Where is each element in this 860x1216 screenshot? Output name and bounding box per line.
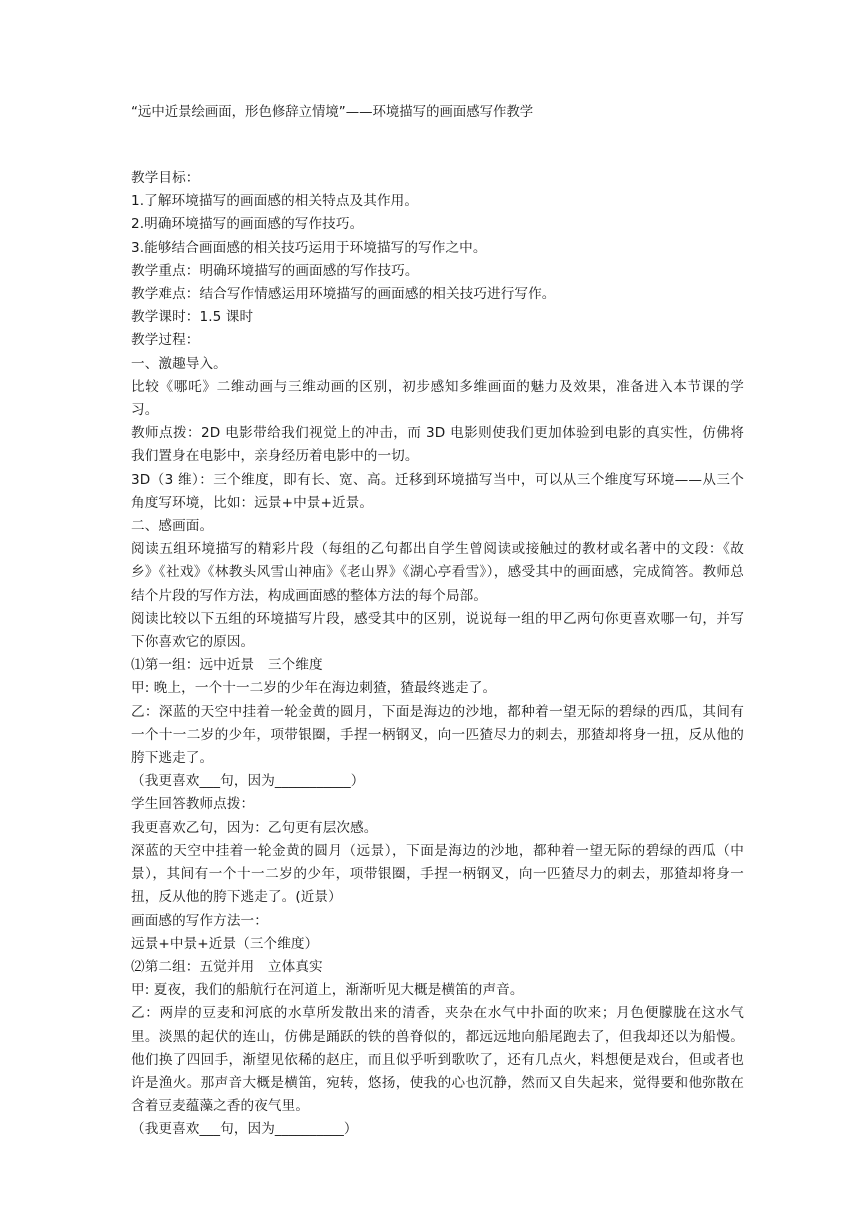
paragraph: ⑵第二组：五觉并用 立体真实 [131,958,323,975]
paragraph: 乙：深蓝的天空中挂着一轮金黄的圆月，下面是海边的沙地，都种着一望无际的碧绿的西瓜，其间有一个十一二岁的少年，项带银圈，手捏一柄钢叉，向一匹猹尽力的刺去，那猹却将身一扭，反从他的胯下逃走了。 [131,703,744,767]
paragraph: 3D（3 维）：三个维度，即有长、宽、高。迁移到环境描写当中，可以从三个维度写环境——从三个角度写环境，比如：远景+中景+近景。 [131,471,744,511]
paragraph: 学生回答教师点拨： [131,796,255,813]
paragraph: 教学重点：明确环境描写的画面感的写作技巧。 [131,262,419,279]
paragraph: 教学难点：结合写作情感运用环境描写的画面感的相关技巧进行写作。 [131,286,556,303]
paragraph: 教学过程： [131,332,200,349]
paragraph: 我更喜欢乙句，因为：乙句更有层次感。 [131,819,378,836]
paragraph: 甲: 晚上，一个十一二岁的少年在海边刺猹，猹最终逃走了。 [131,680,497,697]
paragraph: 画面感的写作方法一： [131,912,268,929]
paragraph: 比较《哪吒》二维动画与三维动画的区别，初步感知多维画面的魅力及效果，准备进入本节课的学习。 [131,378,744,419]
answer-blank-line: （我更喜欢___句，因为___________） [131,773,365,790]
paragraph: 教师点拨：2D 电影带给我们视觉上的冲击，而 3D 电影则使我们更加体验到电影的真实性，仿佛将我们置身在电影中，亲身经历着电影中的一切。 [131,425,744,465]
document-title: “远中近景绘画面，形色修辞立情境”——环境描写的画面感写作教学 [131,105,534,120]
paragraph: 远景+中景+近景（三个维度） [131,935,319,952]
paragraph: 一、激趣导入。 [131,355,227,372]
answer-blank-line: （我更喜欢___句，因为__________） [131,1121,358,1138]
paragraph: 阅读五组环境描写的精彩片段（每组的乙句都出自学生曾阅读或接触过的教材或名著中的文段：《故乡》《社戏》《林教头风雪山神庙》《老山界》《湖心亭看雪》），感受其中的画面感，完成简答。教师总结个片段的写作方法，构成画面感的整体方法的每个局部。 [131,541,744,604]
paragraph: 甲: 夏夜，我们的船航行在河道上，渐渐听见大概是横笛的声音。 [131,982,524,999]
paragraph: 深蓝的天空中挂着一轮金黄的圆月（远景），下面是海边的沙地，都种着一望无际的碧绿的西瓜（中景），其间有一个十一二岁的少年，项带银圈，手捏一柄钢叉，向一匹猹尽力的刺去，那猹却将身一扭，反从他的胯下逃走了。(近景） [131,842,744,906]
paragraph: ⑴第一组：远中近景 三个维度 [131,657,323,674]
paragraph: 3.能够结合画面感的相关技巧运用于环境描写的写作之中。 [131,239,487,256]
paragraph: 教学目标： [131,170,200,186]
paragraph: 乙：两岸的豆麦和河底的水草所发散出来的清香，夹杂在水气中扑面的吹来；月色便朦胧在这水气里。淡黑的起伏的连山，仿佛是踊跃的铁的兽脊似的，都远远地向船尾跑去了，但我却还以为船慢。他们换了四回手，渐望见依稀的赵庄，而且似乎听到歌吹了，还有几点火，料想便是戏台，但或者也许是渔火。那声音大概是横笛，宛转，悠扬，使我的心也沉静，然而又自失起来，觉得要和他弥散在含着豆麦蕴藻之香的夜气里。 [131,1005,744,1115]
paragraph: 1.了解环境描写的画面感的相关特点及其作用。 [131,193,419,210]
document-body [131,167,744,1142]
paragraph: 阅读比较以下五组的环境描写片段，感受其中的区别，说说每一组的甲乙两句你更喜欢哪一句，并写下你喜欢它的原因。 [131,610,744,651]
paragraph: 2.明确环境描写的画面感的写作技巧。 [131,216,364,233]
paragraph: 二、感画面。 [131,518,214,535]
paragraph: 教学课时：1.5 课时 [131,309,254,326]
